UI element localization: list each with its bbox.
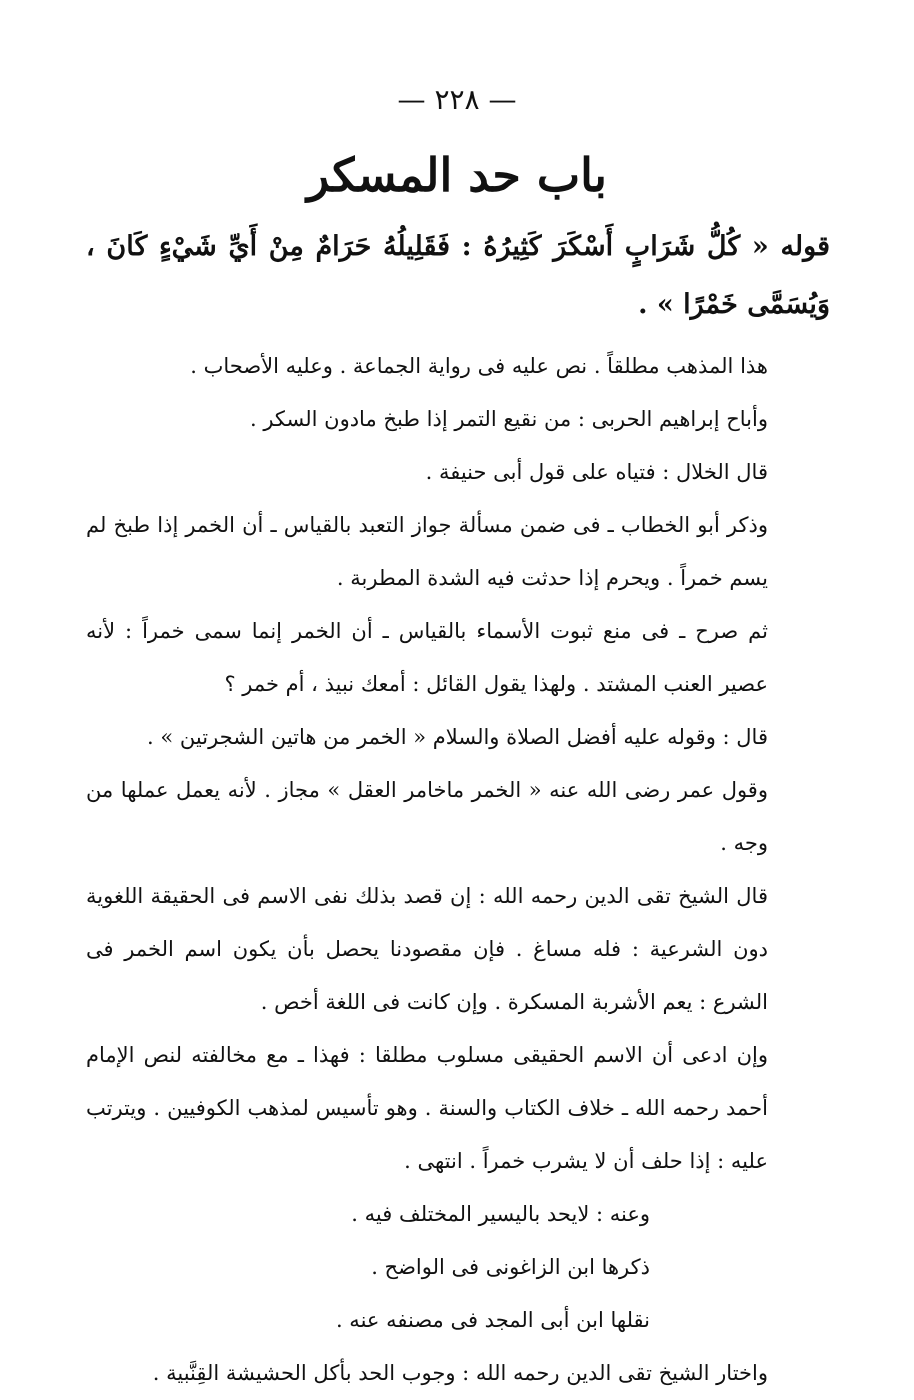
paragraph: هذا المذهب مطلقاً . نص عليه فى رواية الجماعة . وعليه الأصحاب .	[190, 354, 768, 378]
paragraph: قال : وقوله عليه أفضل الصلاة والسلام « الخمر من هاتين الشجرتين » .	[147, 725, 768, 749]
paragraph: وعنه : لايحد باليسير المختلف فيه .	[351, 1202, 650, 1226]
main-text	[86, 218, 830, 1400]
paragraph: وذكر أبو الخطاب ـ فى ضمن مسألة جواز التعبد بالقياس ـ أن الخمر إذا طبخ لم يسم خمراً . ويحرم إذا حدثت فيه الشدة المطربة .	[86, 513, 768, 590]
page-number: — ٢٢٨ —	[397, 83, 517, 116]
paragraph: وأباح إبراهيم الحربى : من نقيع التمر إذا طبخ مادون السكر .	[249, 407, 768, 431]
paragraph: وإن ادعى أن الاسم الحقيقى مسلوب مطلقا : فهذا ـ مع مخالفته لنص الإمام أحمد رحمه الله ـ خلاف الكتاب والسنة . وهو تأسيس لمذهب الكوفيين . ويترتب عليه : إذا حلف أن لا يشرب خمراً . انتهى .	[86, 1043, 768, 1173]
paragraph: ثم صرح ـ فى منع ثبوت الأسماء بالقياس ـ أن الخمر إنما سمى خمراً : لأنه عصير العنب المشتد . ولهذا يقول القائل : أمعك نبيذ ، أم خمر ؟	[86, 619, 768, 696]
chapter-title: باب حد المسكر	[307, 148, 607, 202]
paragraph: قال الشيخ تقى الدين رحمه الله : إن قصد بذلك نفى الاسم فى الحقيقة اللغوية دون الشرعية : فله مساغ . فإن مقصودنا يحصل بأن يكون اسم الخمر فى الشرع : يعم الأشربة المسكرة . وإن كانت فى اللغة أخص .	[86, 884, 768, 1014]
paragraph: نقلها ابن أبى المجد فى مصنفه عنه .	[335, 1308, 650, 1332]
body-text	[86, 340, 830, 1400]
heading-quote: قوله « كُلُّ شَرَابٍ أَسْكَرَ كَثِيرُهُ : فَقَلِيلُهُ حَرَامٌ مِنْ أَيِّ شَيْءٍ كَانَ ، وَيُسَمَّى خَمْرًا » .	[86, 231, 830, 320]
paragraph: قال الخلال : فتياه على قول أبى حنيفة .	[425, 460, 768, 484]
paragraph: ذكرها ابن الزاغونى فى الواضح .	[371, 1255, 650, 1279]
paragraph: واختار الشيخ تقى الدين رحمه الله : وجوب الحد بأكل الحشيشة القِنَّبية .	[152, 1361, 768, 1385]
paragraph: وقول عمر رضى الله عنه « الخمر ماخامر العقل » مجاز . لأنه يعمل عملها من وجه .	[86, 778, 768, 855]
